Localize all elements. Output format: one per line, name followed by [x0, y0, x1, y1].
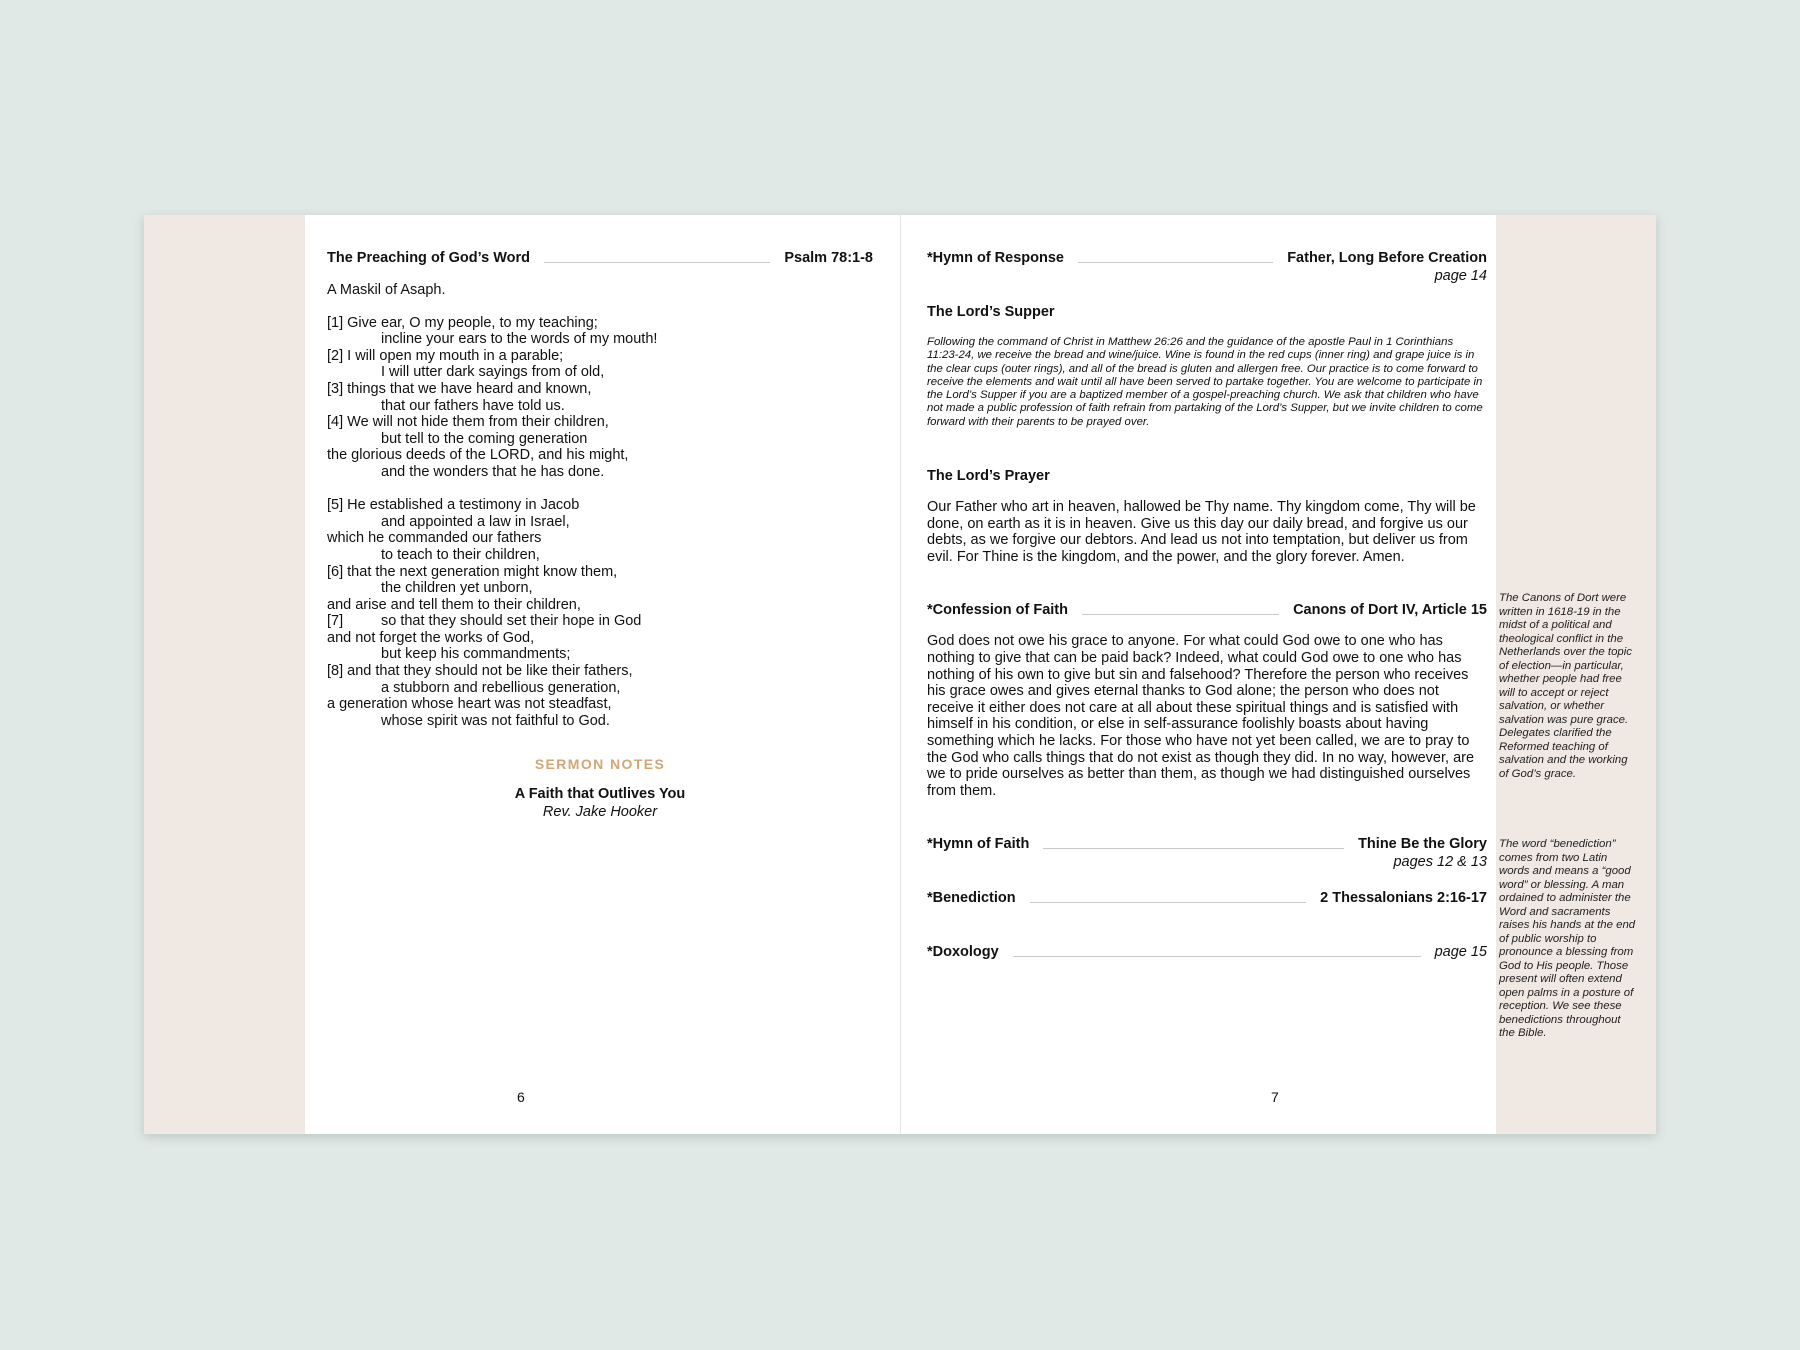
divider-rule — [1078, 262, 1273, 263]
verse-line: [3] things that we have heard and known, — [327, 380, 592, 397]
bulletin-spread — [144, 215, 1656, 1134]
verse-line: but keep his commandments; — [381, 646, 571, 663]
confession-text: God does not owe his grace to anyone. For what could God owe to one who has nothing to give that can be paid back? Indeed, what could God owe to one who has nothing of his own to give but sin and falsehood? Therefore the person who receives his grace owes and gives eternal thanks to God alone; the person who does not receive it either does not care at all about these spiritual things and is satisfied with himself in his condition, or else in self-assurance foolishly boasts about having something which he lacks. For those who have not yet been called, we are to pray to the God who calls things that do not exist as though they did. In no way, however, are we to pride ourselves as better than them, as though we had distinguished ourselves from them. — [927, 633, 1475, 799]
verse-line: the glorious deeds of the LORD, and his might, — [327, 447, 629, 464]
verse-line: whose spirit was not faithful to God. — [381, 712, 610, 729]
divider-rule — [1082, 614, 1279, 615]
left-page — [327, 249, 873, 821]
hymn-of-faith-pages: pages 12 & 13 — [1393, 854, 1487, 871]
psalm-text — [327, 315, 873, 730]
verse-line: which he commanded our fathers — [327, 530, 542, 547]
hymn-of-response-label: *Hymn of Response — [927, 250, 1064, 266]
verse-line: the children yet unborn, — [381, 580, 533, 597]
doxology-label: *Doxology — [927, 944, 999, 961]
verse-line: and not forget the works of God, — [327, 629, 535, 646]
verse-line: [4] We will not hide them from their children, — [327, 414, 609, 431]
page-gutter — [900, 215, 901, 1134]
hymn-of-faith-title: Thine Be the Glory — [1358, 836, 1487, 853]
preaching-label: The Preaching of God’s Word — [327, 250, 531, 266]
verse-line: but tell to the coming generation — [381, 430, 588, 447]
sermon-notes-heading: SERMON NOTES — [534, 756, 666, 773]
divider-rule — [1030, 902, 1307, 903]
scripture-reference: Psalm 78:1-8 — [784, 250, 873, 266]
verse-line: and the wonders that he has done. — [381, 463, 605, 480]
verse-line: [5] He established a testimony in Jacob — [327, 497, 580, 514]
confession-row — [927, 601, 1487, 619]
verse-line: incline your ears to the words of my mouth! — [381, 331, 658, 348]
hymn-of-faith-row — [927, 835, 1487, 853]
canons-sidebar-note: The Canons of Dort were written in 1618-19 in the midst of a political and theological conflict in the Netherlands over the topic of election—in particular, whether people had free will to accept or reject salvation, or whether salvation was pure grace. Delegates clarified the Reformed teaching of salvation and the working of God’s grace. — [1499, 592, 1632, 780]
hymn-of-response-page: page 14 — [1434, 268, 1487, 284]
verse-line: a generation whose heart was not steadfast, — [327, 696, 612, 713]
page-number-right: 7 — [1271, 1089, 1279, 1105]
preaching-row — [327, 249, 873, 267]
lords-supper-text: Following the command of Christ in Matthew 26:26 and the guidance of the apostle Paul in 1 Corinthians 11:23-24, we receive the bread and wine/juice. Wine is found in the red cups (inner ring) and grape juice is in the clear cups (outer rings), and all of the bread is gluten and allergen free. Our practice is to come forward to receive the elements and wait until all have been served to partake together. You are welcome to participate in the Lord’s Supper if you are a baptized member of a gospel-preaching church. We ask that children who have not made a public profession of faith refrain from partaking of the Lord’s Supper, but we invite children to come forward with their parents to be prayed over. — [927, 336, 1483, 428]
benediction-reference: 2 Thessalonians 2:16-17 — [1320, 890, 1487, 907]
lords-supper-heading: The Lord’s Supper — [927, 304, 1055, 320]
verse-line: [8] and that they should not be like their fathers, — [327, 663, 633, 680]
verse-line: to teach to their children, — [381, 546, 540, 563]
hymn-of-response-title: Father, Long Before Creation — [1287, 250, 1487, 266]
verse-line: and appointed a law in Israel, — [381, 513, 570, 530]
benediction-label: *Benediction — [927, 890, 1016, 907]
hymn-of-faith-label: *Hymn of Faith — [927, 836, 1030, 853]
verse-line: and arise and tell them to their children, — [327, 596, 581, 613]
divider-rule — [1043, 848, 1344, 849]
page-number-left: 6 — [517, 1089, 525, 1105]
confession-label: *Confession of Faith — [927, 602, 1068, 619]
right-page — [927, 249, 1487, 961]
benediction-sidebar-note: The word “benediction” comes from two Latin words and means a “good word” or blessing. A man ordained to administer the Word and sacraments raises his hands at the end of public worship to pronounce a blessing from God to His people. Those present will often extend open palms in a posture of reception. We see these benedictions throughout the Bible. — [1499, 838, 1636, 1039]
hymn-of-response-row — [927, 249, 1487, 267]
lords-prayer-heading: The Lord’s Prayer — [927, 468, 1050, 485]
divider-rule — [1013, 956, 1421, 957]
left-margin — [144, 215, 305, 1134]
verse-line: I will utter dark sayings from of old, — [381, 364, 605, 381]
doxology-page: page 15 — [1434, 944, 1487, 961]
doxology-row — [927, 943, 1487, 961]
sermon-title: A Faith that Outlives You — [514, 786, 686, 803]
lords-prayer-text: Our Father who art in heaven, hallowed be Thy name. Thy kingdom come, Thy will be done, on earth as it is in heaven. Give us this day our daily bread, and forgive us our debts, as we forgive our debtors. And lead us not into temptation, but deliver us from evil. For Thine is the kingdom, and the power, and the glory forever. Amen. — [927, 499, 1476, 565]
psalm-intro: A Maskil of Asaph. — [327, 282, 446, 298]
verse-line: that our fathers have told us. — [381, 397, 565, 414]
preacher-name: Rev. Jake Hooker — [542, 804, 658, 821]
confession-source: Canons of Dort IV, Article 15 — [1293, 602, 1487, 619]
verse-line: [7] so that they should set their hope in God — [327, 613, 642, 630]
verse-line: [1] Give ear, O my people, to my teaching; — [327, 314, 598, 331]
benediction-row — [927, 889, 1487, 907]
verse-line: a stubborn and rebellious generation, — [381, 679, 621, 696]
verse-line: [2] I will open my mouth in a parable; — [327, 347, 564, 364]
divider-rule — [544, 262, 770, 263]
verse-line: [6] that the next generation might know them, — [327, 563, 618, 580]
